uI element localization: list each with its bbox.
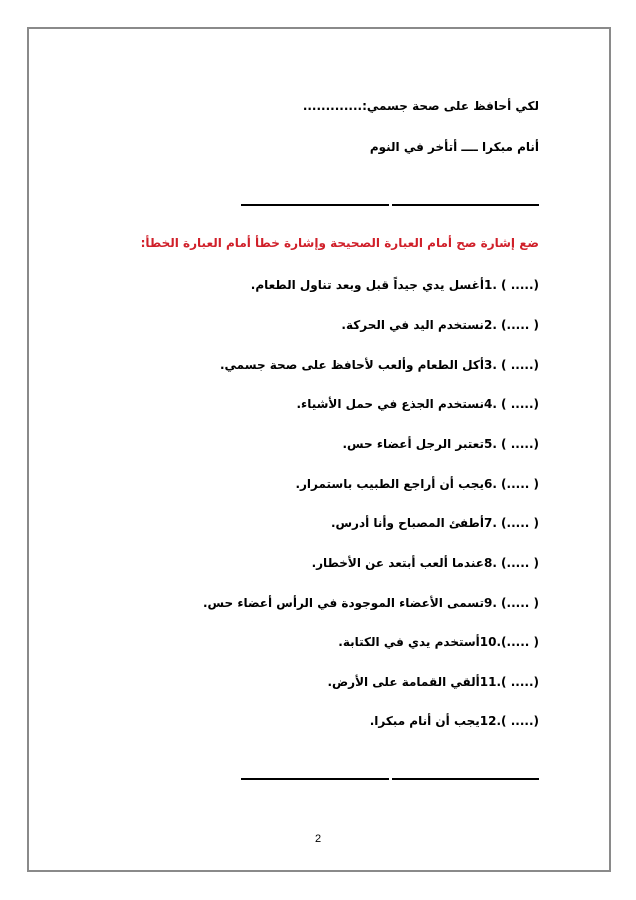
bottom-divider bbox=[241, 778, 539, 780]
question-prompt: لكي أحافظ على صحة جسمي:............. bbox=[302, 99, 539, 113]
statement-6: ( .....) .6يجب أن أراجع الطبيب باستمرار. bbox=[295, 477, 539, 491]
top-divider bbox=[241, 204, 539, 206]
statement-12: (..... ).12يجب أن أنام مبكرا. bbox=[369, 714, 539, 728]
answer-options: أنام مبكرا ــــ أتأخر في النوم bbox=[369, 140, 539, 154]
statement-10: ( .....).10أستخدم يدي في الكتابة. bbox=[338, 635, 539, 649]
statement-2: ( .....) .2نستخدم اليد في الحركة. bbox=[341, 318, 539, 332]
instruction-text: ضع إشارة صح أمام العبارة الصحيحة وإشارة خطأ أمام العبارة الخطأ: bbox=[140, 236, 539, 250]
statement-5: (..... ) .5تعتبر الرجل أعضاء حس. bbox=[342, 437, 539, 451]
statement-8: ( .....) .8عندما ألعب أبتعد عن الأخطار. bbox=[311, 556, 539, 570]
page-number: 2 bbox=[314, 833, 322, 845]
statement-1: (..... ) .1أغسل يدي جيداً قبل وبعد تناول الطعام. bbox=[250, 278, 539, 292]
statement-11: (..... ).11ألقي القمامة على الأرض. bbox=[327, 675, 539, 689]
statement-3: (..... ) .3أكل الطعام وألعب لأحافظ على صحة جسمي. bbox=[219, 358, 539, 372]
statement-9: ( .....) .9تسمى الأعضاء الموجودة في الرأس أعضاء حس. bbox=[202, 596, 539, 610]
statement-7: ( .....) .7أطفئ المصباح وأنا أدرس. bbox=[330, 516, 539, 530]
statement-4: (..... ) .4نستخدم الجذع في حمل الأشياء. bbox=[296, 397, 539, 411]
